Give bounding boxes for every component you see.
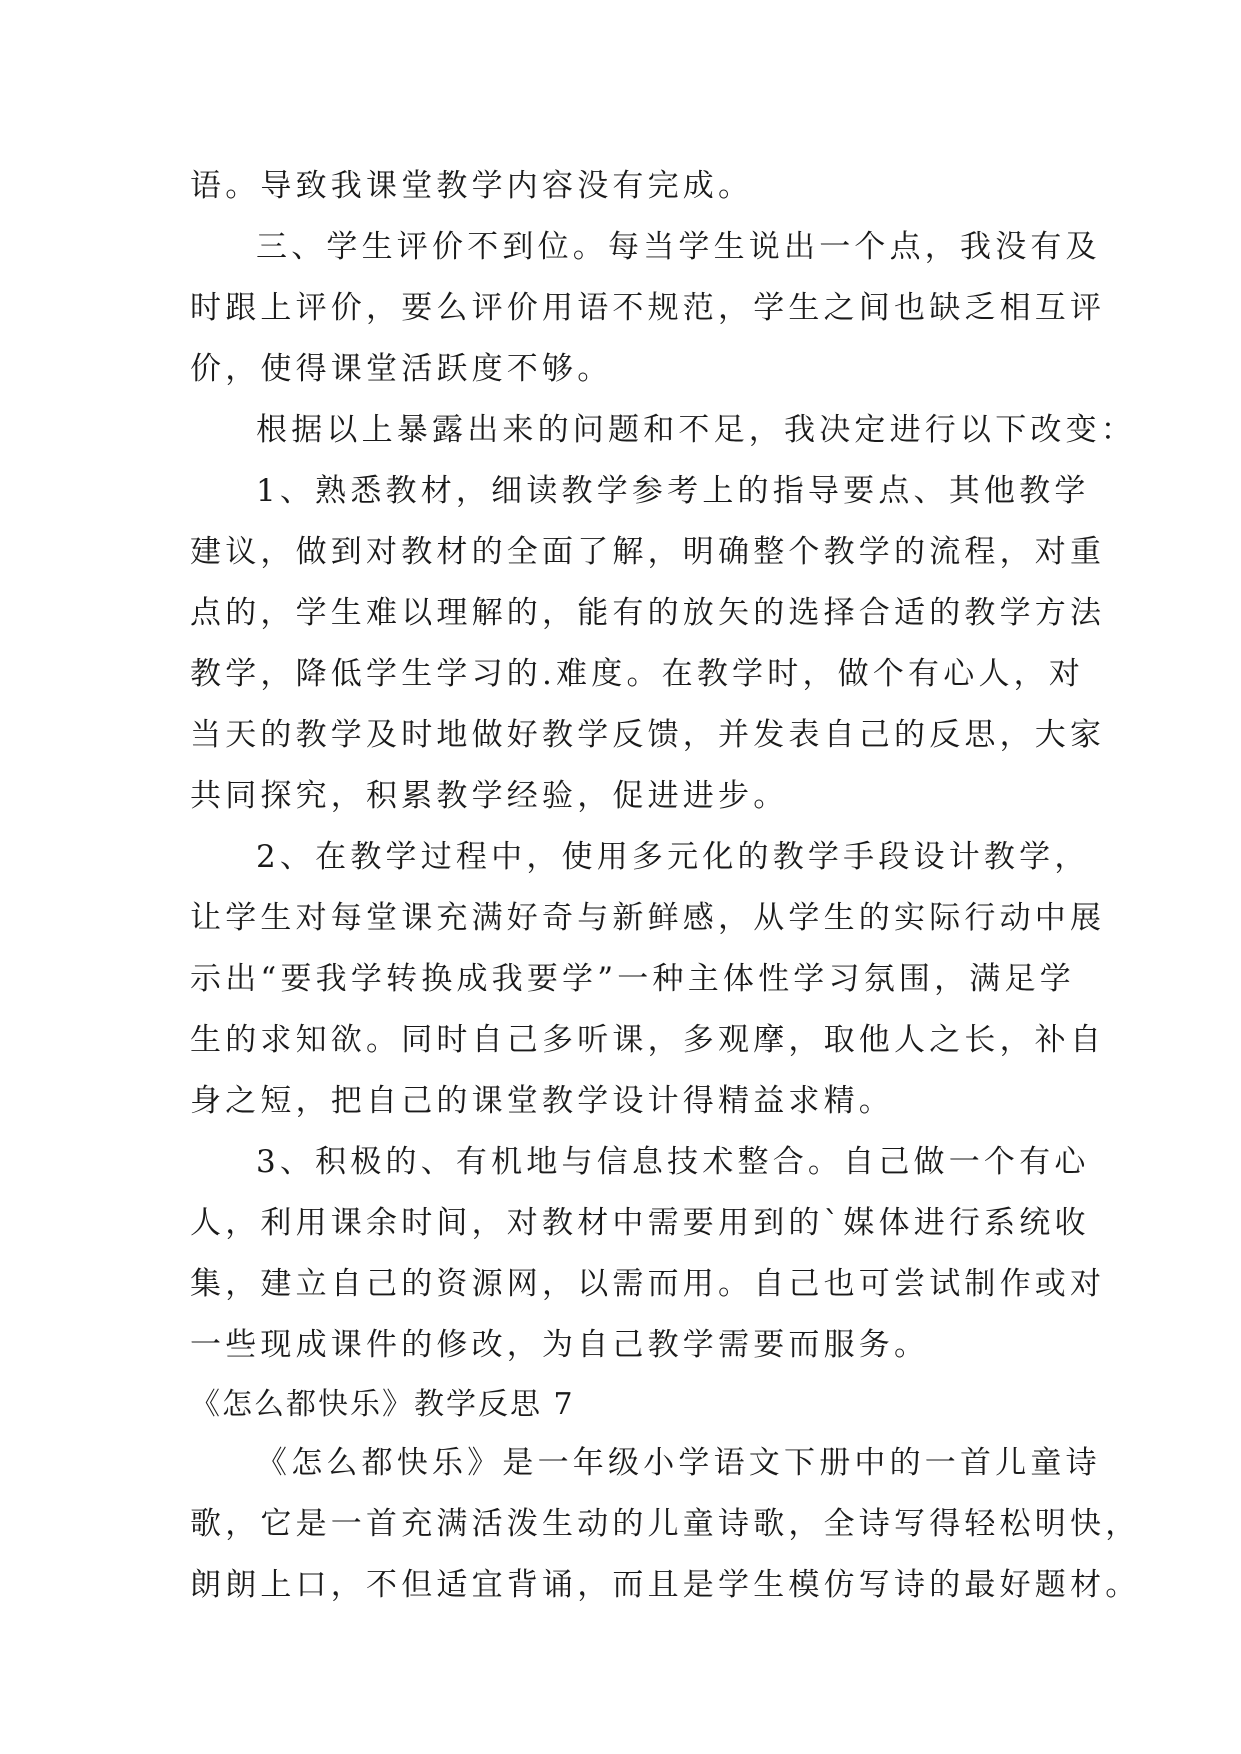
paragraph-line: 共同探究，积累教学经验，促进进步。 <box>190 778 789 814</box>
paragraph-line: 1、熟悉教材，细读教学参考上的指导要点、其他教学 <box>256 473 1090 509</box>
paragraph-line: 《怎么都快乐》是一年级小学语文下册中的一首儿童诗 <box>256 1445 1101 1481</box>
paragraph-line: 朗朗上口，不但适宜背诵，而且是学生模仿写诗的最好题材。 <box>190 1567 1141 1603</box>
paragraph-line: 身之短，把自己的课堂教学设计得精益求精。 <box>190 1083 894 1119</box>
paragraph-line: 语。导致我课堂教学内容没有完成。 <box>190 168 754 204</box>
paragraph-line: 3、积极的、有机地与信息技术整合。自己做一个有心 <box>256 1144 1090 1180</box>
paragraph-line: 根据以上暴露出来的问题和不足，我决定进行以下改变： <box>256 412 1136 448</box>
section-title: 《怎么都快乐》教学反思 7 <box>190 1387 575 1422</box>
paragraph-line: 人，利用课余时间，对教材中需要用到的`媒体进行系统收 <box>190 1205 1090 1241</box>
paragraph-line: 让学生对每堂课充满好奇与新鲜感，从学生的实际行动中展 <box>190 900 1106 936</box>
paragraph-line: 时跟上评价，要么评价用语不规范，学生之间也缺乏相互评 <box>190 290 1106 326</box>
paragraph-line: 生的求知欲。同时自己多听课，多观摩，取他人之长，补自 <box>190 1022 1106 1058</box>
paragraph-line: 一些现成课件的修改，为自己教学需要而服务。 <box>190 1327 930 1363</box>
paragraph-line: 建议，做到对教材的全面了解，明确整个教学的流程，对重 <box>190 534 1106 570</box>
paragraph-line: 三、学生评价不到位。每当学生说出一个点，我没有及 <box>256 229 1101 265</box>
paragraph-line: 价，使得课堂活跃度不够。 <box>190 351 613 387</box>
paragraph-line: 教学，降低学生学习的.难度。在教学时，做个有心人，对 <box>190 656 1085 692</box>
paragraph-line: 示出“要我学转换成我要学”一种主体性学习氛围，满足学 <box>190 961 1075 997</box>
paragraph-line: 点的，学生难以理解的，能有的放矢的选择合适的教学方法 <box>190 595 1106 631</box>
paragraph-line: 集，建立自己的资源网，以需而用。自己也可尝试制作或对 <box>190 1266 1106 1302</box>
paragraph-line: 2、在教学过程中，使用多元化的教学手段设计教学， <box>256 839 1090 875</box>
paragraph-line: 当天的教学及时地做好教学反馈，并发表自己的反思，大家 <box>190 717 1106 753</box>
document-body <box>190 156 1141 1616</box>
paragraph-line: 歌，它是一首充满活泼生动的儿童诗歌，全诗写得轻松明快， <box>190 1506 1141 1542</box>
